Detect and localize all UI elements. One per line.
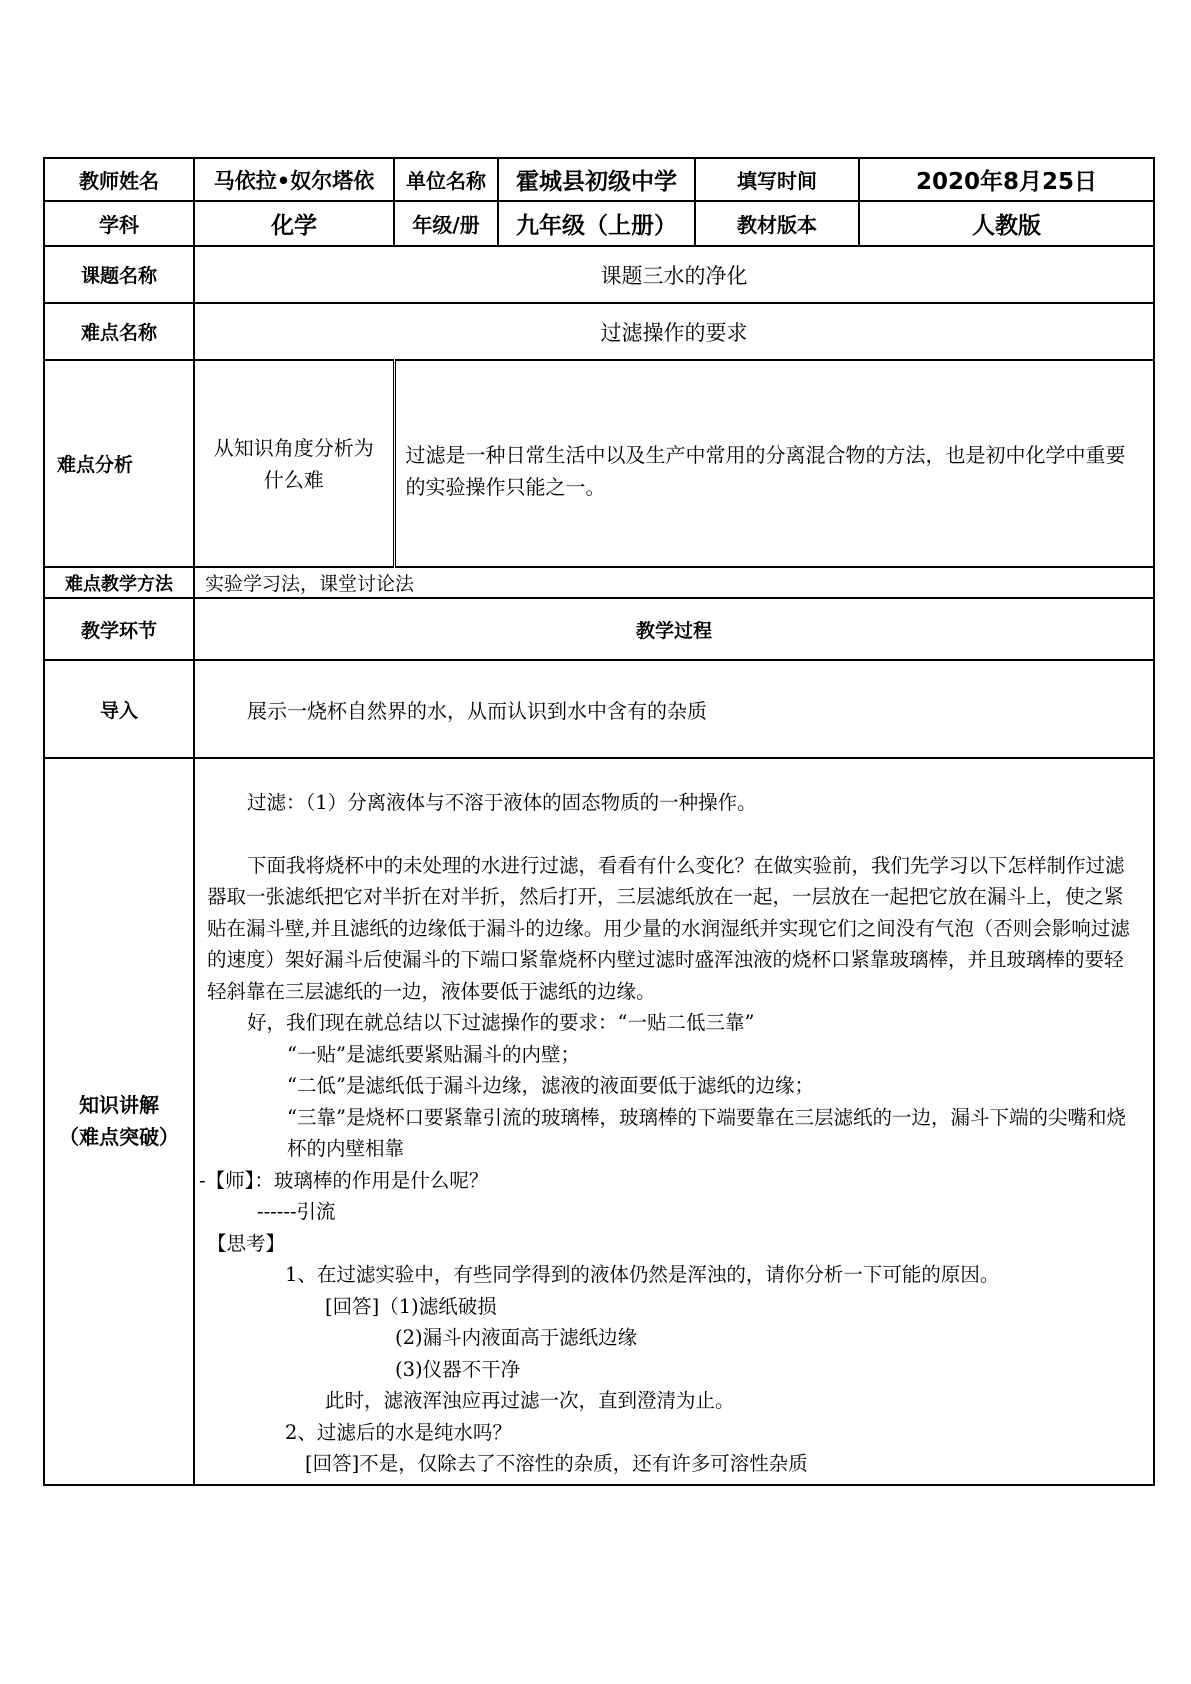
knowledge-p13: (3)仪器不干净: [395, 1357, 521, 1381]
knowledge-p8: ------引流: [257, 1200, 336, 1223]
knowledge-p9: 【思考】: [207, 1231, 286, 1255]
process-header-row: [44, 598, 1154, 660]
intro-label: 导入: [44, 660, 194, 758]
subject-label: 学科: [44, 201, 194, 246]
difficulty-value: 过滤操作的要求: [194, 303, 1154, 360]
lesson-plan-table: [43, 157, 1155, 1486]
process-label: 教学环节: [44, 598, 194, 660]
knowledge-p7: -【师】：玻璃棒的作用是什么呢？: [199, 1168, 489, 1192]
knowledge-p12: (2)漏斗内液面高于滤纸边缘: [395, 1326, 638, 1349]
topic-row: [44, 246, 1154, 303]
knowledge-row: [44, 758, 1154, 1485]
analysis-text: 过滤是一种日常生活中以及生产中常用的分离混合物的方法，也是初中化学中重要的实验操作只能之一。: [394, 360, 1154, 567]
intro-row: [44, 660, 1154, 758]
knowledge-p14: 此时，滤液浑浊应再过滤一次，直到澄清为止。: [325, 1389, 735, 1412]
intro-value: 展示一烧杯自然界的水，从而认识到水中含有的杂质: [194, 660, 1154, 758]
time-value: 2020年8月25日: [859, 158, 1154, 201]
grade-label: 年级/册: [394, 201, 498, 246]
knowledge-p5: “二低”是滤纸低于漏斗边缘，滤液的液面要低于滤纸的边缘；: [287, 1074, 814, 1097]
lesson-plan-sheet: [43, 157, 1153, 1486]
grade-value: 九年级（上册）: [498, 201, 695, 246]
edition-label: 教材版本: [695, 201, 859, 246]
knowledge-label-line1: 知识讲解: [79, 1093, 159, 1118]
teacher-label: 教师姓名: [44, 158, 194, 201]
methods-row: [44, 567, 1154, 598]
knowledge-p11: [回答]（1)滤纸破损: [325, 1294, 497, 1318]
header-row-1: [44, 158, 1154, 201]
topic-value: 课题三水的净化: [194, 246, 1154, 303]
knowledge-p16: [回答]不是，仅除去了不溶性的杂质，还有许多可溶性杂质: [305, 1452, 808, 1475]
analysis-label: 难点分析: [44, 360, 194, 567]
knowledge-p3: 好，我们现在就总结以下过滤操作的要求：“一贴二低三靠”: [247, 1011, 755, 1034]
process-value: 教学过程: [194, 598, 1154, 660]
knowledge-p15: 2、过滤后的水是纯水吗？: [285, 1420, 512, 1444]
knowledge-content: [194, 758, 1154, 1485]
difficulty-row: [44, 303, 1154, 360]
methods-value: 实验学习法，课堂讨论法: [194, 567, 1154, 598]
edition-value: 人教版: [859, 201, 1154, 246]
methods-label: 难点教学方法: [44, 567, 194, 598]
unit-value: 霍城县初级中学: [498, 158, 695, 201]
knowledge-label: [44, 758, 194, 1485]
knowledge-label-line2: （难点突破）: [59, 1125, 179, 1150]
knowledge-p10: 1、在过滤实验中，有些同学得到的液体仍然是浑浊的，请你分析一下可能的原因。: [285, 1263, 1000, 1286]
analysis-row: [44, 360, 1154, 567]
topic-label: 课题名称: [44, 246, 194, 303]
header-row-2: [44, 201, 1154, 246]
teacher-value: 马依拉•奴尔塔依: [194, 158, 394, 201]
analysis-sub-label: 从知识角度分析为什么难: [194, 360, 394, 567]
knowledge-p6: “三靠”是烧杯口要紧靠引流的玻璃棒，玻璃棒的下端要靠在三层滤纸的一边，漏斗下端的尖嘴和烧杯的内壁相靠: [287, 1105, 1126, 1160]
knowledge-p4: “一贴”是滤纸要紧贴漏斗的内壁；: [287, 1042, 580, 1066]
knowledge-p2: 下面我将烧杯中的未处理的水进行过滤，看看有什么变化？在做实验前，我们先学习以下怎样制作过滤器取一张滤纸把它对半折在对半折，然后打开，三层滤纸放在一起，一层放在一起把它放在漏斗上，使之紧贴在漏斗壁,并且滤纸的边缘低于漏斗的边缘。用少量的水润湿纸并实现它们之间没有气泡（否则会影响过滤的速度）架好漏斗后使漏斗的下端口紧靠烧杯内壁过滤时盛浑浊液的烧杯口紧靠玻璃棒，并且玻璃棒的要轻轻斜靠在三层滤纸的一边，液体要低于滤纸的边缘。: [207, 853, 1130, 1003]
knowledge-p1: 过滤：（1）分离液体与不溶于液体的固态物质的一种操作。: [247, 791, 757, 814]
time-label: 填写时间: [695, 158, 859, 201]
subject-value: 化学: [194, 201, 394, 246]
unit-label: 单位名称: [394, 158, 498, 201]
difficulty-label: 难点名称: [44, 303, 194, 360]
